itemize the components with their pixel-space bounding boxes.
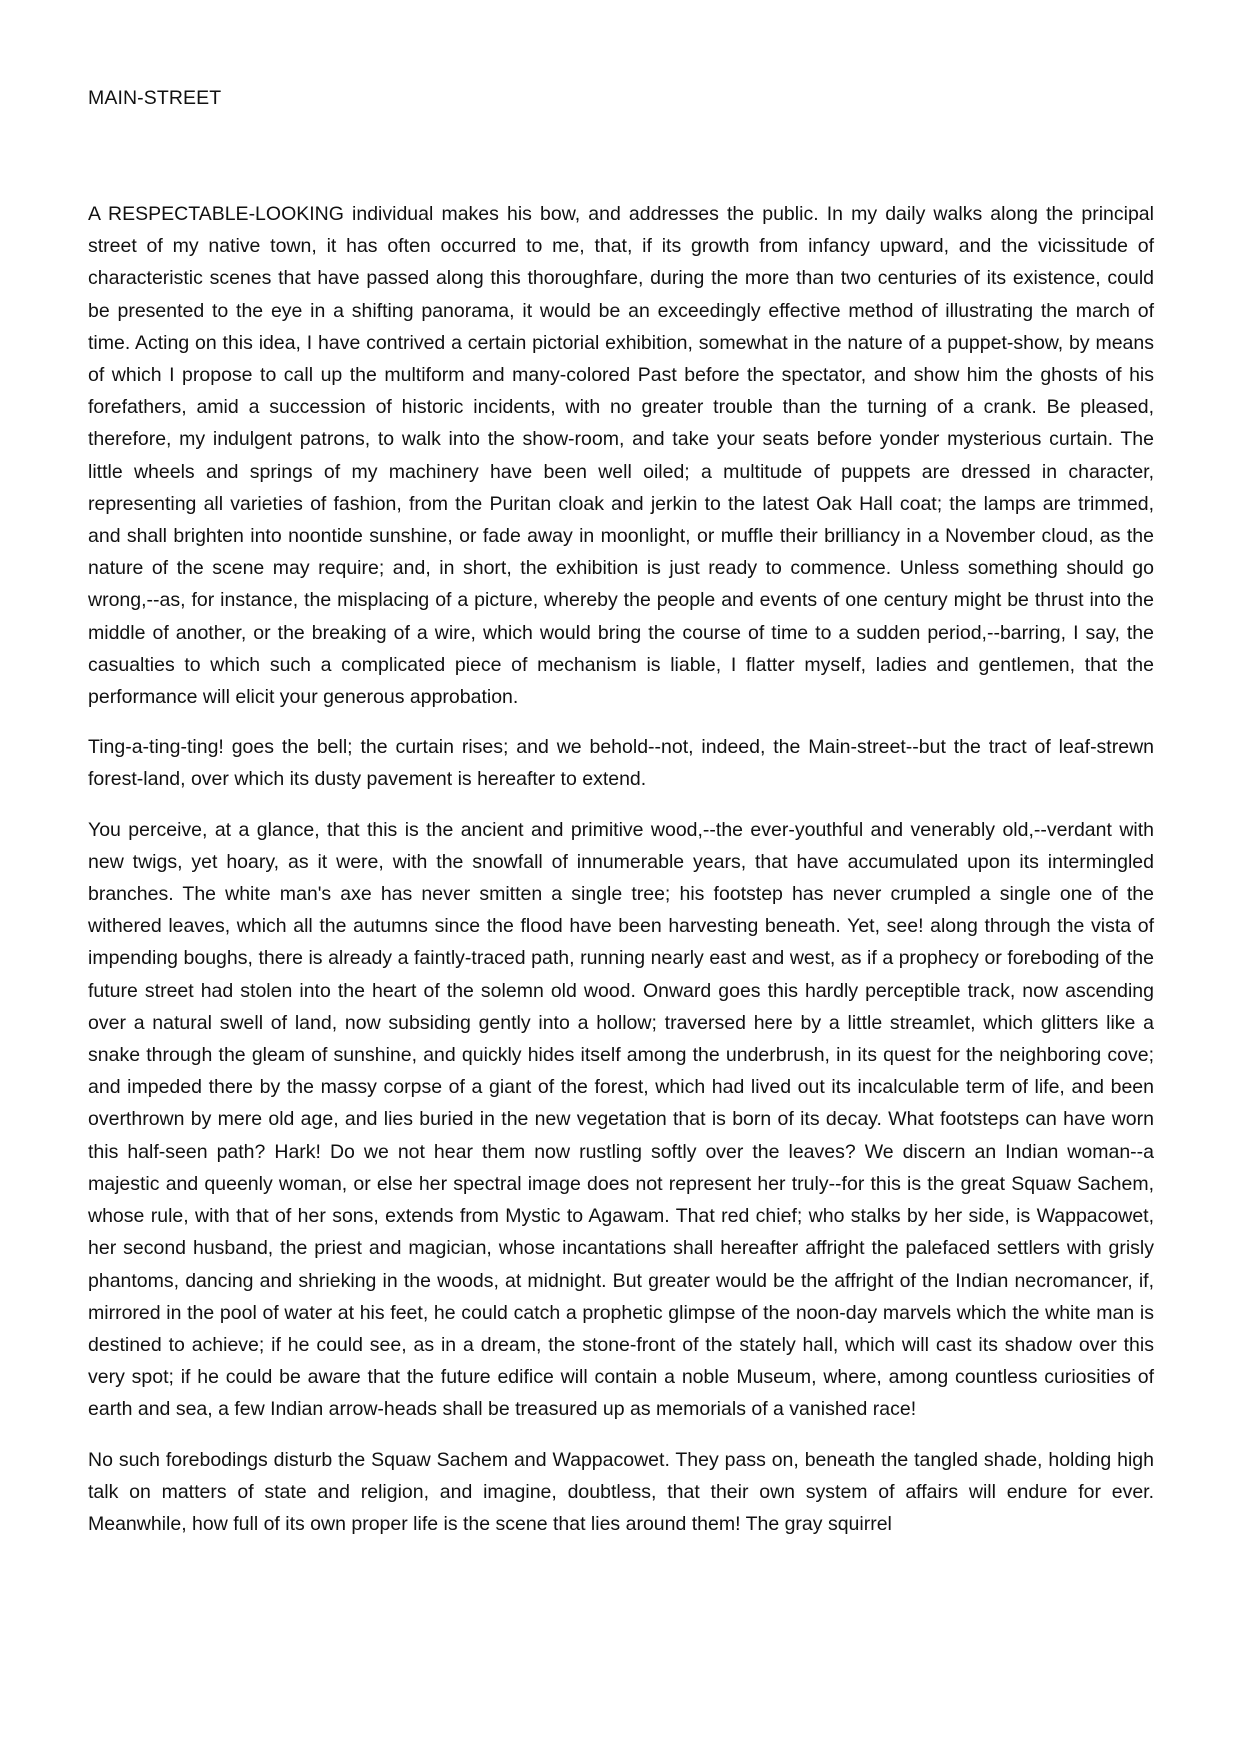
paragraph-1: A RESPECTABLE-LOOKING individual makes his bow, and addresses the public. In my daily walks along the principal street of my native town, it has often occurred to me, that, if its growth from infancy upward, and the vicissitude of characteristic scenes that have passed along this thoroughfare, during the more than two centuries of its existence, could be presented to the eye in a shifting panorama, it would be an exceedingly effective method of illustrating the march of time. Acting on this idea, I have contrived a certain pictorial exhibition, somewhat in the nature of a puppet-show, by means of which I propose to call up the multiform and many-colored Past before the spectator, and show him the ghosts of his forefathers, amid a succession of historic incidents, with no greater trouble than the turning of a crank. Be pleased, therefore, my indulgent patrons, to walk into the show-room, and take your seats before yonder mysterious curtain. The little wheels and springs of my machinery have been well oiled; a multitude of puppets are dressed in character, representing all varieties of fashion, from the Puritan cloak and jerkin to the latest Oak Hall coat; the lamps are trimmed, and shall brighten into noontide sunshine, or fade away in moonlight, or muffle their brilliancy in a November cloud, as the nature of the scene may require; and, in short, the exhibition is just ready to commence. Unless something should go wrong,--as, for instance, the misplacing of a picture, whereby the people and events of one century might be thrust into the middle of another, or the breaking of a wire, which would bring the course of time to a sudden period,--barring, I say, the casualties to which such a complicated piece of mechanism is liable, I flatter myself, ladies and gentlemen, that the performance will elicit your generous approbation. [88, 203, 1154, 709]
paragraph-3: You perceive, at a glance, that this is the ancient and primitive wood,--the ever-youthful and venerably old,--verdant with new twigs, yet hoary, as it were, with the snowfall of innumerable years, that have accumulated upon its intermingled branches. The white man's axe has never smitten a single tree; his footstep has never crumpled a single one of the withered leaves, which all the autumns since the flood have been harvesting beneath. Yet, see! along through the vista of impending boughs, there is already a faintly-traced path, running nearly east and west, as if a prophecy or foreboding of the future street had stolen into the heart of the solemn old wood. Onward goes this hardly perceptible track, now ascending over a natural swell of land, now subsiding gently into a hollow; traversed here by a little streamlet, which glitters like a snake through the gleam of sunshine, and quickly hides itself among the underbrush, in its quest for the neighboring cove; and impeded there by the massy corpse of a giant of the forest, which had lived out its incalculable term of life, and been overthrown by mere old age, and lies buried in the new vegetation that is born of its decay. What footsteps can have worn this half-seen path? Hark! Do we not hear them now rustling softly over the leaves? We discern an Indian woman--a majestic and queenly woman, or else her spectral image does not represent her truly--for this is the great Squaw Sachem, whose rule, with that of her sons, extends from Mystic to Agawam. That red chief; who stalks by her side, is Wappacowet, her second husband, the priest and magician, whose incantations shall hereafter affright the palefaced settlers with grisly phantoms, dancing and shrieking in the woods, at midnight. But greater would be the affright of the Indian necromancer, if, mirrored in the pool of water at his feet, he could catch a prophetic glimpse of the noon-day marvels which the white man is destined to achieve; if he could see, as in a dream, the stone-front of the stately hall, which will cast its shadow over this very spot; if he could be aware that the future edifice will contain a noble Museum, where, among countless curiosities of earth and sea, a few Indian arrow-heads shall be treasured up as memorials of a vanished race! [88, 818, 1154, 1421]
paragraph-4: No such forebodings disturb the Squaw Sachem and Wappacowet. They pass on, beneath the tangled shade, holding high talk on matters of state and religion, and imagine, doubtless, that their own system of affairs will endure for ever. Meanwhile, how full of its own proper life is the scene that lies around them! The gray squirrel [88, 1448, 1154, 1535]
document-page [88, 84, 1154, 1558]
document-title: MAIN-STREET [88, 87, 222, 109]
paragraph-2: Ting-a-ting-ting! goes the bell; the curtain rises; and we behold--not, indeed, the Main-street--but the tract of leaf-strewn forest-land, over which its dusty pavement is hereafter to extend. [88, 736, 1154, 791]
document-body [88, 198, 1154, 1540]
